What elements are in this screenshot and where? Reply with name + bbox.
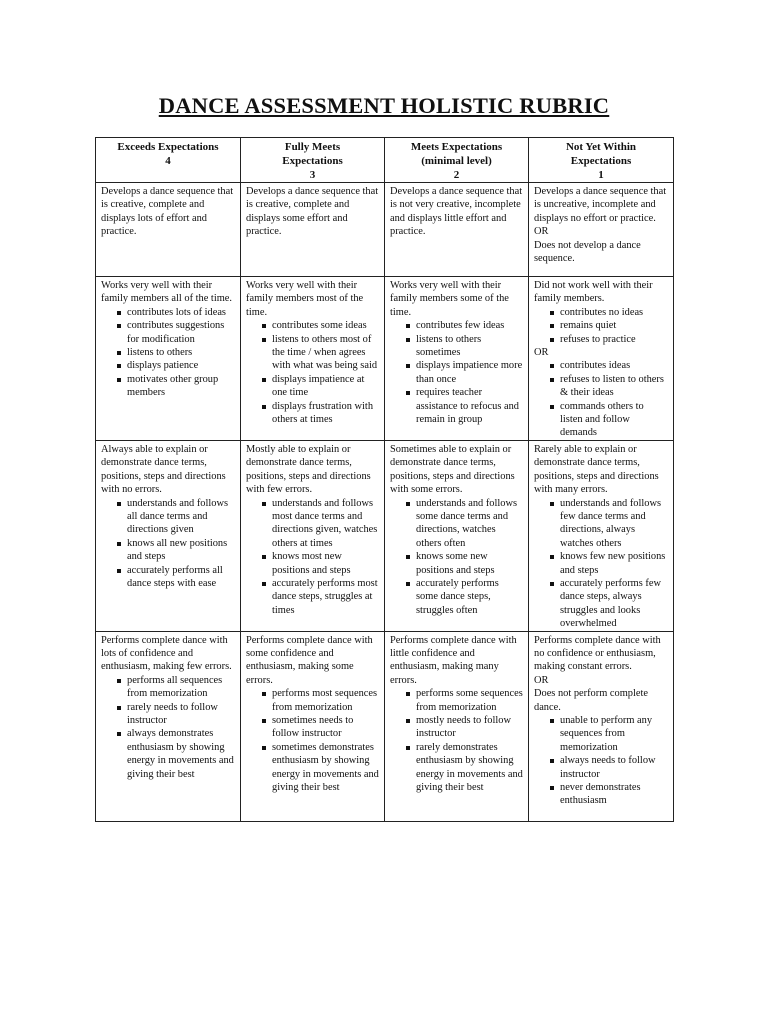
cell-note: Does not perform complete dance. xyxy=(534,688,648,713)
cell-description: Performs complete dance with no confidence or enthusiasm, making constant errors. xyxy=(534,634,661,673)
criteria-item: understands and follows few dance terms and directions, always watches others xyxy=(560,497,668,551)
rubric-row xyxy=(96,440,674,631)
column-header xyxy=(529,138,674,183)
criteria-list xyxy=(390,687,523,794)
criteria-item: contributes some ideas xyxy=(272,319,379,332)
or-separator: OR xyxy=(534,674,549,686)
criteria-item: always demonstrates enthusiasm by showing energy in movements and giving their best xyxy=(127,728,234,780)
criteria-list xyxy=(101,306,235,400)
column-score: 3 xyxy=(309,169,316,181)
criteria-list xyxy=(390,319,523,426)
criteria-item: accurately performs some dance steps, struggles often xyxy=(416,577,523,617)
cell-description: Sometimes able to explain or demonstrate dance terms, positions, steps and directions with some errors. xyxy=(390,443,515,496)
column-name: Exceeds Expectations xyxy=(117,141,219,153)
criteria-list xyxy=(534,306,668,346)
criteria-item: unable to perform any sequences from memorization xyxy=(560,714,668,754)
rubric-cell xyxy=(96,183,241,277)
criteria-item: contributes few ideas xyxy=(416,319,523,332)
rubric-cell xyxy=(241,183,385,277)
rubric-row xyxy=(96,631,674,821)
criteria-item: performs all sequences from memorization xyxy=(127,674,235,701)
criteria-item: listens to others xyxy=(127,346,235,359)
rubric-cell xyxy=(96,440,241,631)
criteria-item: rarely needs to follow instructor xyxy=(127,701,235,728)
criteria-item: displays impatience at one time xyxy=(272,373,379,400)
rubric-row xyxy=(96,183,674,277)
criteria-item: accurately performs all dance steps with ease xyxy=(127,564,235,591)
cell-description: Develops a dance sequence that is uncreative, incomplete and displays no effort or practice. xyxy=(534,186,667,224)
criteria-list xyxy=(246,319,379,426)
rubric-cell xyxy=(96,631,241,821)
criteria-item: mostly needs to follow instructor xyxy=(416,714,523,741)
criteria-item: knows most new positions and steps xyxy=(272,550,379,577)
criteria-item: performs most sequences from memorization xyxy=(272,688,378,713)
rubric-cell xyxy=(385,277,529,441)
rubric-cell xyxy=(529,631,674,821)
rubric-row xyxy=(96,277,674,441)
criteria-item: refuses to listen to others & their ideas xyxy=(560,373,668,400)
column-score: 2 xyxy=(453,169,460,181)
or-separator: OR xyxy=(534,226,549,238)
criteria-item: listens to others most of the time / when agrees with what was being said xyxy=(272,333,378,372)
cell-description: Rarely able to explain or demonstrate dance terms, positions, steps and directions with many errors. xyxy=(534,443,659,496)
criteria-list xyxy=(534,714,668,808)
criteria-list xyxy=(534,497,668,631)
criteria-list xyxy=(390,497,523,618)
rubric-cell xyxy=(529,277,674,441)
criteria-item: rarely demonstrates enthusiasm by showing energy in movements and giving their best xyxy=(416,741,523,794)
rubric-cell xyxy=(385,440,529,631)
criteria-item: remains quiet xyxy=(560,319,668,332)
criteria-item: understands and follows all dance terms and directions given xyxy=(127,497,235,537)
cell-description: Performs complete dance with some confidence and enthusiasm, making some errors. xyxy=(246,634,373,686)
criteria-item: knows some new positions and steps xyxy=(416,550,523,577)
criteria-list xyxy=(534,359,668,439)
criteria-list xyxy=(101,674,235,781)
criteria-list xyxy=(246,687,379,794)
column-header xyxy=(96,138,241,183)
cell-description: Mostly able to explain or demonstrate dance terms, positions, steps and directions with few errors. xyxy=(246,443,371,496)
criteria-item: displays frustration with others at times xyxy=(272,400,379,427)
cell-description: Works very well with their family members all of the time. xyxy=(101,280,232,305)
criteria-item: knows all new positions and steps xyxy=(127,537,235,564)
criteria-item: performs some sequences from memorization xyxy=(416,688,523,713)
criteria-item: never demonstrates enthusiasm xyxy=(560,781,668,808)
criteria-item: knows few new positions and steps xyxy=(560,550,668,577)
rubric-cell xyxy=(529,183,674,277)
criteria-item: requires teacher assistance to refocus and remain in group xyxy=(416,386,523,426)
cell-description: Develops a dance sequence that is creative, complete and displays some effort and practice. xyxy=(246,186,379,238)
cell-description: Performs complete dance with lots of confidence and enthusiasm, making few errors. xyxy=(101,634,232,673)
criteria-item: sometimes needs to follow instructor xyxy=(272,714,379,741)
criteria-item: motivates other group members xyxy=(127,373,235,400)
column-score: 1 xyxy=(598,169,604,181)
criteria-item: refuses to practice xyxy=(560,333,668,346)
column-name: Fully Meets Expectations xyxy=(282,141,343,167)
cell-description: Works very well with their family members most of the time. xyxy=(246,280,364,318)
criteria-item: listens to others sometimes xyxy=(416,333,523,360)
criteria-item: contributes ideas xyxy=(560,359,668,372)
criteria-item: displays patience xyxy=(127,359,235,372)
cell-description: Did not work well with their family members. xyxy=(534,280,653,305)
criteria-item: understands and follows most dance terms and directions given, watches others at times xyxy=(272,497,378,549)
page-title: DANCE ASSESSMENT HOLISTIC RUBRIC xyxy=(158,93,610,118)
criteria-item: accurately performs most dance steps, struggles at times xyxy=(272,577,378,616)
cell-description: Always able to explain or demonstrate dance terms, positions, steps and directions with no errors. xyxy=(101,443,226,496)
cell-description: Performs complete dance with little confidence and enthusiasm, making many errors. xyxy=(390,634,517,686)
column-name: Meets Expectations (minimal level) xyxy=(410,141,503,167)
criteria-item: always needs to follow instructor xyxy=(560,754,668,781)
criteria-list xyxy=(246,497,379,618)
criteria-item: contributes lots of ideas xyxy=(127,306,235,319)
criteria-item: accurately performs few dance steps, always struggles and looks overwhelmed xyxy=(560,577,668,631)
rubric-cell xyxy=(529,440,674,631)
criteria-item: commands others to listen and follow demands xyxy=(560,400,668,440)
cell-description: Develops a dance sequence that is creative, complete and displays lots of effort and practice. xyxy=(101,186,234,238)
column-name: Not Yet Within Expectations xyxy=(565,141,637,167)
criteria-list xyxy=(101,497,235,591)
rubric-cell xyxy=(96,277,241,441)
column-header xyxy=(385,138,529,183)
column-header xyxy=(241,138,385,183)
criteria-item: sometimes demonstrates enthusiasm by showing energy in movements and giving their best xyxy=(272,741,379,794)
column-score: 4 xyxy=(165,155,171,167)
criteria-item: understands and follows some dance terms and directions, watches others often xyxy=(416,497,523,551)
or-separator: OR xyxy=(534,347,549,359)
criteria-item: contributes no ideas xyxy=(560,306,668,319)
rubric-cell xyxy=(241,440,385,631)
rubric-cell xyxy=(241,631,385,821)
rubric-cell xyxy=(385,183,529,277)
rubric-table xyxy=(95,137,674,822)
header-row xyxy=(96,138,674,183)
cell-description: Works very well with their family members some of the time. xyxy=(390,280,509,318)
cell-note: Does not develop a dance sequence. xyxy=(534,239,641,265)
cell-description: Develops a dance sequence that is not very creative, incomplete and displays little effort and practice. xyxy=(390,186,523,238)
criteria-item: contributes suggestions for modification xyxy=(127,319,235,346)
rubric-cell xyxy=(241,277,385,441)
rubric-cell xyxy=(385,631,529,821)
criteria-item: displays impatience more than once xyxy=(416,360,523,385)
